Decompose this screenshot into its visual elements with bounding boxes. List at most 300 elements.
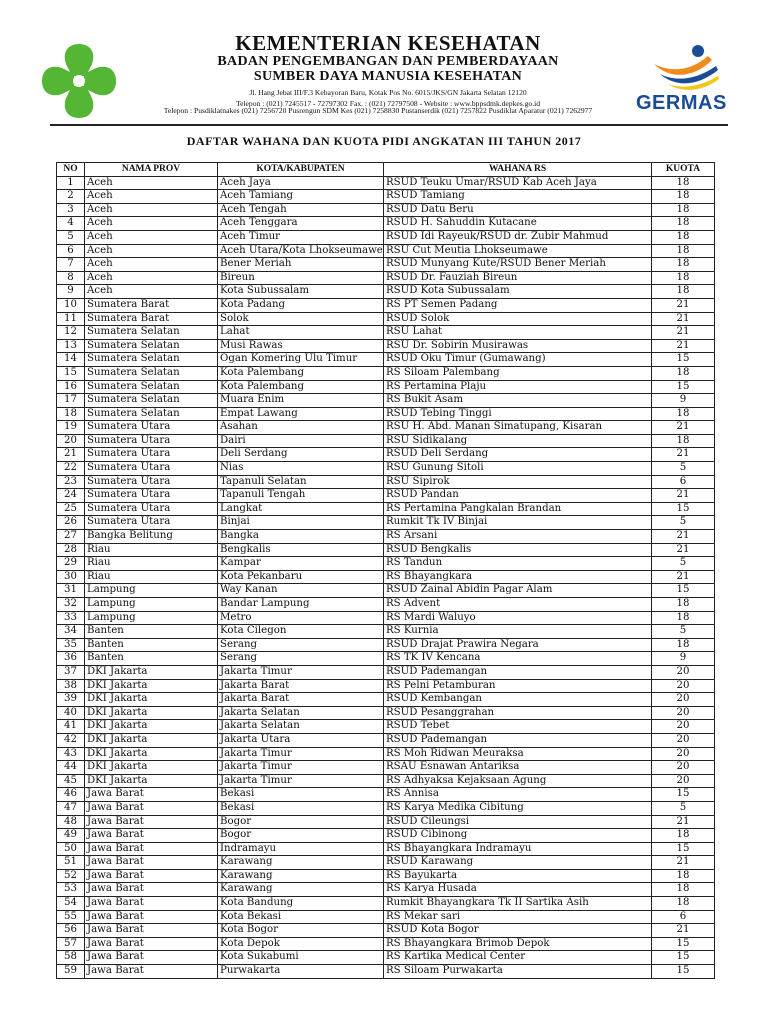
quota-cell: 21 <box>652 326 715 340</box>
table-row <box>57 774 715 788</box>
hospital-cell: RSUD Karawang <box>384 856 652 870</box>
province-cell: Lampung <box>85 611 218 625</box>
hospital-cell: RSUD Kembangan <box>384 693 652 707</box>
city-cell: Way Kanan <box>218 584 384 598</box>
province-cell: Aceh <box>85 176 218 190</box>
phone-line-2: Telepon : Pusdiklatnakes (021) 7256720 Pusrengun SDM Kes (021) 7258830 Pustanserdik (021) 7257822 Pusdiklat Aparatur (021) 7262977 <box>163 106 593 115</box>
quota-cell: 6 <box>652 475 715 489</box>
row-number: 31 <box>57 584 85 598</box>
row-number: 18 <box>57 407 85 421</box>
row-number: 21 <box>57 448 85 462</box>
province-cell: Aceh <box>85 244 218 258</box>
letterhead-divider <box>50 124 728 126</box>
province-cell: Sumatera Utara <box>85 516 218 530</box>
hospital-cell: RS PT Semen Padang <box>384 298 652 312</box>
table-row <box>57 421 715 435</box>
table-header-row <box>57 163 715 177</box>
table-row <box>57 801 715 815</box>
table-row <box>57 897 715 911</box>
province-cell: Sumatera Utara <box>85 434 218 448</box>
table-row <box>57 869 715 883</box>
table-row <box>57 720 715 734</box>
row-number: 19 <box>57 421 85 435</box>
province-cell: Aceh <box>85 230 218 244</box>
hospital-cell: RSUD Datu Beru <box>384 203 652 217</box>
hospital-cell: RSUD Kota Subussalam <box>384 285 652 299</box>
province-cell: Jawa Barat <box>85 951 218 965</box>
hospital-cell: RSUD Idi Rayeuk/RSUD dr. Zubir Mahmud <box>384 230 652 244</box>
quota-cell: 20 <box>652 720 715 734</box>
table-row <box>57 434 715 448</box>
province-cell: Sumatera Utara <box>85 475 218 489</box>
city-cell: Serang <box>218 652 384 666</box>
province-cell: Bangka Belitung <box>85 530 218 544</box>
hospital-cell: RSAU Esnawan Antariksa <box>384 761 652 775</box>
column-header-no: NO <box>57 163 85 177</box>
city-cell: Indramayu <box>218 842 384 856</box>
hospital-cell: RSUD Bengkalis <box>384 543 652 557</box>
row-number: 8 <box>57 271 85 285</box>
table-row <box>57 353 715 367</box>
table-body <box>57 176 715 978</box>
table-row <box>57 883 715 897</box>
province-cell: Sumatera Selatan <box>85 366 218 380</box>
city-cell: Deli Serdang <box>218 448 384 462</box>
hospital-cell: RS Bukit Asam <box>384 394 652 408</box>
hospital-cell: RSUD Tamiang <box>384 190 652 204</box>
row-number: 11 <box>57 312 85 326</box>
province-cell: DKI Jakarta <box>85 679 218 693</box>
table-row <box>57 665 715 679</box>
hospital-cell: RS Mardi Waluyo <box>384 611 652 625</box>
quota-cell: 5 <box>652 557 715 571</box>
hospital-cell: RSUD Solok <box>384 312 652 326</box>
city-cell: Dairi <box>218 434 384 448</box>
table-row <box>57 271 715 285</box>
city-cell: Kota Pekanbaru <box>218 570 384 584</box>
quota-table <box>56 162 715 979</box>
table-row <box>57 951 715 965</box>
quota-cell: 20 <box>652 761 715 775</box>
row-number: 45 <box>57 774 85 788</box>
city-cell: Lahat <box>218 326 384 340</box>
row-number: 12 <box>57 326 85 340</box>
city-cell: Aceh Tengah <box>218 203 384 217</box>
province-cell: Jawa Barat <box>85 910 218 924</box>
city-cell: Kota Subussalam <box>218 285 384 299</box>
city-cell: Kota Bekasi <box>218 910 384 924</box>
table-row <box>57 856 715 870</box>
table-row <box>57 326 715 340</box>
row-number: 51 <box>57 856 85 870</box>
column-header-city: KOTA/KABUPATEN <box>218 163 384 177</box>
row-number: 14 <box>57 353 85 367</box>
hospital-cell: RS Pelni Petamburan <box>384 679 652 693</box>
row-number: 32 <box>57 598 85 612</box>
table-row <box>57 407 715 421</box>
row-number: 6 <box>57 244 85 258</box>
hospital-cell: RSUD Tebing Tinggi <box>384 407 652 421</box>
row-number: 50 <box>57 842 85 856</box>
province-cell: Jawa Barat <box>85 937 218 951</box>
table-row <box>57 625 715 639</box>
quota-cell: 20 <box>652 733 715 747</box>
province-cell: Riau <box>85 557 218 571</box>
row-number: 35 <box>57 638 85 652</box>
city-cell: Langkat <box>218 502 384 516</box>
city-cell: Serang <box>218 638 384 652</box>
column-header-quota: KUOTA <box>652 163 715 177</box>
province-cell: Jawa Barat <box>85 788 218 802</box>
city-cell: Kota Padang <box>218 298 384 312</box>
quota-cell: 21 <box>652 570 715 584</box>
table-row <box>57 312 715 326</box>
row-number: 54 <box>57 897 85 911</box>
city-cell: Tapanuli Selatan <box>218 475 384 489</box>
city-cell: Kampar <box>218 557 384 571</box>
quota-cell: 21 <box>652 815 715 829</box>
city-cell: Nias <box>218 462 384 476</box>
row-number: 25 <box>57 502 85 516</box>
province-cell: Lampung <box>85 598 218 612</box>
table-row <box>57 339 715 353</box>
quota-cell: 18 <box>652 407 715 421</box>
city-cell: Tapanuli Tengah <box>218 489 384 503</box>
quota-cell: 20 <box>652 693 715 707</box>
hospital-cell: RS Adhyaksa Kejaksaan Agung <box>384 774 652 788</box>
quota-cell: 15 <box>652 380 715 394</box>
quota-cell: 18 <box>652 285 715 299</box>
hospital-cell: RSUD Pademangan <box>384 733 652 747</box>
row-number: 58 <box>57 951 85 965</box>
quota-cell: 6 <box>652 910 715 924</box>
row-number: 39 <box>57 693 85 707</box>
city-cell: Karawang <box>218 869 384 883</box>
city-cell: Jakarta Selatan <box>218 720 384 734</box>
table-row <box>57 285 715 299</box>
column-header-hospital: WAHANA RS <box>384 163 652 177</box>
table-row <box>57 258 715 272</box>
row-number: 9 <box>57 285 85 299</box>
city-cell: Binjai <box>218 516 384 530</box>
table-row <box>57 543 715 557</box>
city-cell: Karawang <box>218 883 384 897</box>
hospital-cell: RSUD Teuku Umar/RSUD Kab Aceh Jaya <box>384 176 652 190</box>
province-cell: Jawa Barat <box>85 801 218 815</box>
table-row <box>57 937 715 951</box>
quota-cell: 18 <box>652 203 715 217</box>
row-number: 48 <box>57 815 85 829</box>
city-cell: Bireun <box>218 271 384 285</box>
row-number: 44 <box>57 761 85 775</box>
quota-cell: 18 <box>652 611 715 625</box>
city-cell: Ogan Komering Ulu Timur <box>218 353 384 367</box>
city-cell: Aceh Tamiang <box>218 190 384 204</box>
row-number: 55 <box>57 910 85 924</box>
quota-cell: 21 <box>652 448 715 462</box>
row-number: 30 <box>57 570 85 584</box>
agency-name-line1: BADAN PENGEMBANGAN DAN PEMBERDAYAAN <box>217 54 559 69</box>
quota-cell: 20 <box>652 747 715 761</box>
hospital-cell: RS Kartika Medical Center <box>384 951 652 965</box>
city-cell: Kota Cilegon <box>218 625 384 639</box>
hospital-cell: RS Moh Ridwan Meuraksa <box>384 747 652 761</box>
row-number: 7 <box>57 258 85 272</box>
table-row <box>57 910 715 924</box>
quota-cell: 15 <box>652 502 715 516</box>
province-cell: Banten <box>85 652 218 666</box>
city-cell: Jakarta Timur <box>218 761 384 775</box>
hospital-cell: RSUD Drajat Prawira Negara <box>384 638 652 652</box>
province-cell: DKI Jakarta <box>85 747 218 761</box>
quota-cell: 18 <box>652 217 715 231</box>
row-number: 1 <box>57 176 85 190</box>
province-cell: Jawa Barat <box>85 856 218 870</box>
row-number: 24 <box>57 489 85 503</box>
province-cell: Jawa Barat <box>85 924 218 938</box>
table-row <box>57 516 715 530</box>
province-cell: Aceh <box>85 203 218 217</box>
city-cell: Karawang <box>218 856 384 870</box>
row-number: 41 <box>57 720 85 734</box>
province-cell: Sumatera Selatan <box>85 407 218 421</box>
kemenkes-logo <box>38 40 120 122</box>
table-row <box>57 176 715 190</box>
province-cell: Jawa Barat <box>85 869 218 883</box>
hospital-cell: RS Bayukarta <box>384 869 652 883</box>
phone-line-1: Telepon : (021) 7245517 - 72797302 Fax. : (021) 72797508 - Website : www.bppsdmk.depkes.go.id <box>235 99 541 108</box>
table-row <box>57 652 715 666</box>
city-cell: Asahan <box>218 421 384 435</box>
quota-cell: 15 <box>652 353 715 367</box>
row-number: 47 <box>57 801 85 815</box>
quota-cell: 18 <box>652 829 715 843</box>
table-row <box>57 842 715 856</box>
province-cell: DKI Jakarta <box>85 774 218 788</box>
quota-cell: 21 <box>652 856 715 870</box>
city-cell: Kota Depok <box>218 937 384 951</box>
quota-cell: 21 <box>652 543 715 557</box>
hospital-cell: RSUD Munyang Kute/RSUD Bener Meriah <box>384 258 652 272</box>
quota-cell: 20 <box>652 679 715 693</box>
row-number: 26 <box>57 516 85 530</box>
hospital-cell: RS Arsani <box>384 530 652 544</box>
table-row <box>57 244 715 258</box>
province-cell: Aceh <box>85 217 218 231</box>
city-cell: Aceh Tenggara <box>218 217 384 231</box>
table-row <box>57 638 715 652</box>
hospital-cell: RS Pertamina Pangkalan Brandan <box>384 502 652 516</box>
city-cell: Kota Sukabumi <box>218 951 384 965</box>
hospital-cell: RS Karya Medika Cibitung <box>384 801 652 815</box>
table-row <box>57 965 715 979</box>
row-number: 36 <box>57 652 85 666</box>
hospital-cell: RS Siloam Purwakarta <box>384 965 652 979</box>
province-cell: DKI Jakarta <box>85 733 218 747</box>
hospital-cell: RSU Cut Meutia Lhokseumawe <box>384 244 652 258</box>
hospital-cell: RS Kurnia <box>384 625 652 639</box>
quota-cell: 18 <box>652 190 715 204</box>
city-cell: Kota Palembang <box>218 366 384 380</box>
province-cell: Sumatera Selatan <box>85 339 218 353</box>
hospital-cell: RSUD Zainal Abidin Pagar Alam <box>384 584 652 598</box>
city-cell: Jakarta Timur <box>218 774 384 788</box>
city-cell: Jakarta Utara <box>218 733 384 747</box>
quota-cell: 15 <box>652 937 715 951</box>
table-row <box>57 693 715 707</box>
document-title: DAFTAR WAHANA DAN KUOTA PIDI ANGKATAN III TAHUN 2017 <box>186 134 582 148</box>
city-cell: Solok <box>218 312 384 326</box>
table-row <box>57 761 715 775</box>
table-row <box>57 570 715 584</box>
hospital-cell: RS Tandun <box>384 557 652 571</box>
table-row <box>57 203 715 217</box>
quota-cell: 5 <box>652 516 715 530</box>
table-row <box>57 747 715 761</box>
province-cell: Sumatera Barat <box>85 312 218 326</box>
row-number: 20 <box>57 434 85 448</box>
city-cell: Bekasi <box>218 788 384 802</box>
row-number: 53 <box>57 883 85 897</box>
row-number: 15 <box>57 366 85 380</box>
table-row <box>57 611 715 625</box>
row-number: 10 <box>57 298 85 312</box>
hospital-cell: RSUD Dr. Fauziah Bireun <box>384 271 652 285</box>
province-cell: Riau <box>85 543 218 557</box>
quota-cell: 18 <box>652 897 715 911</box>
table-row <box>57 298 715 312</box>
quota-cell: 20 <box>652 774 715 788</box>
row-number: 28 <box>57 543 85 557</box>
table-row <box>57 829 715 843</box>
table-row <box>57 489 715 503</box>
germas-logo <box>646 42 726 92</box>
row-number: 42 <box>57 733 85 747</box>
table-row <box>57 230 715 244</box>
letterhead <box>0 0 768 128</box>
city-cell: Kota Bandung <box>218 897 384 911</box>
quota-cell: 15 <box>652 788 715 802</box>
quota-cell: 18 <box>652 638 715 652</box>
quota-cell: 20 <box>652 665 715 679</box>
province-cell: Aceh <box>85 271 218 285</box>
province-cell: DKI Jakarta <box>85 706 218 720</box>
province-cell: Aceh <box>85 190 218 204</box>
province-cell: Sumatera Utara <box>85 489 218 503</box>
table-row <box>57 598 715 612</box>
city-cell: Bener Meriah <box>218 258 384 272</box>
hospital-cell: Rumkit Tk IV Binjai <box>384 516 652 530</box>
row-number: 23 <box>57 475 85 489</box>
quota-cell: 15 <box>652 965 715 979</box>
hospital-cell: RS Siloam Palembang <box>384 366 652 380</box>
province-cell: Aceh <box>85 285 218 299</box>
city-cell: Muara Enim <box>218 394 384 408</box>
hospital-cell: RSU Lahat <box>384 326 652 340</box>
province-cell: Sumatera Selatan <box>85 353 218 367</box>
table-row <box>57 679 715 693</box>
province-cell: Sumatera Utara <box>85 502 218 516</box>
city-cell: Jakarta Timur <box>218 665 384 679</box>
hospital-cell: RSUD Kota Bogor <box>384 924 652 938</box>
quota-cell: 18 <box>652 434 715 448</box>
quota-cell: 21 <box>652 530 715 544</box>
city-cell: Empat Lawang <box>218 407 384 421</box>
hospital-cell: RS TK IV Kencana <box>384 652 652 666</box>
province-cell: Riau <box>85 570 218 584</box>
hospital-cell: RSU H. Abd. Manan Simatupang, Kisaran <box>384 421 652 435</box>
hospital-cell: RSUD Pesanggrahan <box>384 706 652 720</box>
row-number: 27 <box>57 530 85 544</box>
table-row <box>57 502 715 516</box>
province-cell: Jawa Barat <box>85 829 218 843</box>
quota-cell: 21 <box>652 924 715 938</box>
row-number: 22 <box>57 462 85 476</box>
table-row <box>57 530 715 544</box>
row-number: 33 <box>57 611 85 625</box>
letterhead-text <box>128 32 648 109</box>
quota-cell: 9 <box>652 652 715 666</box>
row-number: 13 <box>57 339 85 353</box>
row-number: 3 <box>57 203 85 217</box>
quota-cell: 18 <box>652 271 715 285</box>
quota-cell: 18 <box>652 258 715 272</box>
ministry-name: KEMENTERIAN KESEHATAN <box>235 31 541 55</box>
city-cell: Bandar Lampung <box>218 598 384 612</box>
hospital-cell: RS Mekar sari <box>384 910 652 924</box>
table-row <box>57 190 715 204</box>
province-cell: DKI Jakarta <box>85 761 218 775</box>
province-cell: Jawa Barat <box>85 815 218 829</box>
row-number: 5 <box>57 230 85 244</box>
row-number: 43 <box>57 747 85 761</box>
quota-cell: 15 <box>652 842 715 856</box>
city-cell: Musi Rawas <box>218 339 384 353</box>
row-number: 29 <box>57 557 85 571</box>
quota-cell: 18 <box>652 869 715 883</box>
table-row <box>57 394 715 408</box>
province-cell: Lampung <box>85 584 218 598</box>
province-cell: Sumatera Selatan <box>85 380 218 394</box>
row-number: 37 <box>57 665 85 679</box>
hospital-cell: RS Bhayangkara Indramayu <box>384 842 652 856</box>
city-cell: Bogor <box>218 829 384 843</box>
city-cell: Aceh Utara/Kota Lhokseumawe <box>218 244 384 258</box>
hospital-cell: RS Karya Husada <box>384 883 652 897</box>
table-row <box>57 733 715 747</box>
province-cell: Banten <box>85 625 218 639</box>
row-number: 34 <box>57 625 85 639</box>
city-cell: Jakarta Barat <box>218 679 384 693</box>
germas-label: GERMAS <box>636 92 727 114</box>
quota-cell: 5 <box>652 801 715 815</box>
quota-cell: 18 <box>652 230 715 244</box>
city-cell: Bangka <box>218 530 384 544</box>
row-number: 2 <box>57 190 85 204</box>
hospital-cell: RSU Sipirok <box>384 475 652 489</box>
agency-name-line2: SUMBER DAYA MANUSIA KESEHATAN <box>253 69 523 84</box>
row-number: 38 <box>57 679 85 693</box>
row-number: 16 <box>57 380 85 394</box>
city-cell: Jakarta Timur <box>218 747 384 761</box>
row-number: 52 <box>57 869 85 883</box>
province-cell: Banten <box>85 638 218 652</box>
table-row <box>57 475 715 489</box>
quota-cell: 21 <box>652 312 715 326</box>
hospital-cell: RS Bhayangkara <box>384 570 652 584</box>
hospital-cell: RS Advent <box>384 598 652 612</box>
quota-cell: 18 <box>652 883 715 897</box>
